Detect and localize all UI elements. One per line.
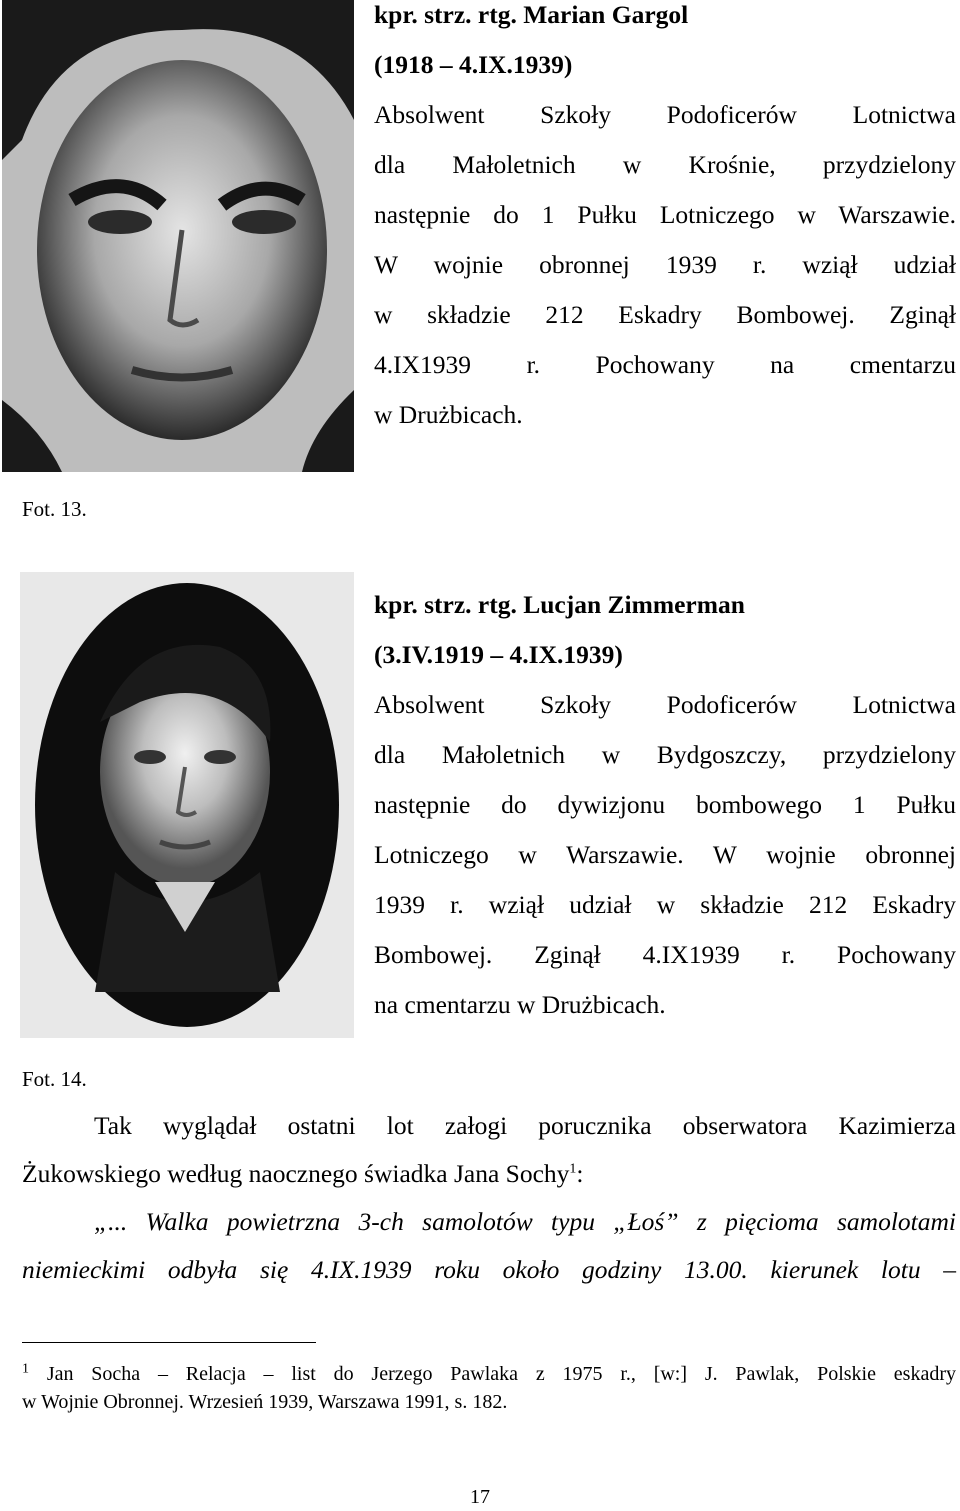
quote-line: „... Walka powietrzna 3-ch samolotów typu „Łoś” z pięcioma samolotami: [94, 1207, 956, 1236]
bio-line: 1939 r. wziął udział w składzie 212 Eskadry: [374, 890, 956, 919]
bio-line: Lotniczego w Warszawie. W wojnie obronnej: [374, 840, 956, 869]
footnote-marker: 1: [22, 1361, 29, 1377]
footnote-line: [22, 1360, 956, 1388]
bio-name: kpr. strz. rtg. Lucjan Zimmerman: [374, 590, 745, 619]
paragraph-text: :: [576, 1159, 584, 1188]
portrait-drawing: [20, 572, 354, 1038]
photo-caption: Fot. 14.: [22, 1067, 87, 1091]
bio-dates: (1918 – 4.IX.1939): [374, 50, 573, 79]
bio-name: kpr. strz. rtg. Marian Gargol: [374, 0, 689, 29]
paragraph-line: Tak wyglądał ostatni lot załogi porucznika obserwatora Kazimierza: [94, 1111, 956, 1140]
bio-line: dla Małoletnich w Krośnie, przydzielony: [374, 150, 956, 179]
footnote: [22, 1360, 956, 1416]
bio-line: na cmentarzu w Drużbicach.: [374, 990, 666, 1019]
portrait-drawing: [2, 0, 354, 472]
portrait-photo-marian-gargol: [2, 0, 354, 472]
photo-caption: Fot. 13.: [22, 497, 87, 521]
bio-dates: (3.IV.1919 – 4.IX.1939): [374, 640, 623, 669]
page-number: 17: [470, 1486, 490, 1508]
bio-line: następnie do 1 Pułku Lotniczego w Warszawie.: [374, 200, 956, 229]
body-paragraph: [22, 1102, 956, 1294]
bio-line: w Drużbicach.: [374, 400, 523, 429]
bio-line: dla Małoletnich w Bydgoszczy, przydzielony: [374, 740, 956, 769]
bio-line: w składzie 212 Eskadry Bombowej. Zginął: [374, 300, 956, 329]
bio-line: W wojnie obronnej 1939 r. wziął udział: [374, 250, 956, 279]
bio-line: Absolwent Szkoły Podoficerów Lotnictwa: [374, 690, 956, 719]
bio-line: następnie do dywizjonu bombowego 1 Pułku: [374, 790, 956, 819]
footnote-text: Jan Socha – Relacja – list do Jerzego Pawlaka z 1975 r., [w:] J. Pawlak, Polskie eskadry: [46, 1363, 956, 1385]
bio-line: 4.IX1939 r. Pochowany na cmentarzu: [374, 350, 956, 379]
bio-lucjan-zimmerman: [374, 580, 956, 1030]
footnote-separator: [22, 1342, 316, 1343]
quote-line: niemieckimi odbyła się 4.IX.1939 roku około godziny 13.00. kierunek lotu –: [22, 1255, 956, 1284]
footnote-reference[interactable]: 1: [569, 1161, 577, 1177]
footnote-line: w Wojnie Obronnej. Wrzesień 1939, Warszawa 1991, s. 182.: [22, 1391, 508, 1413]
paragraph-text: Żukowskiego według naocznego świadka Jana Sochy: [22, 1159, 570, 1188]
paragraph-line: [22, 1150, 956, 1198]
bio-line: Absolwent Szkoły Podoficerów Lotnictwa: [374, 100, 956, 129]
bio-marian-gargol: [374, 0, 956, 440]
bio-line: Bombowej. Zginął 4.IX1939 r. Pochowany: [374, 940, 956, 969]
portrait-photo-lucjan-zimmerman: [20, 572, 354, 1038]
